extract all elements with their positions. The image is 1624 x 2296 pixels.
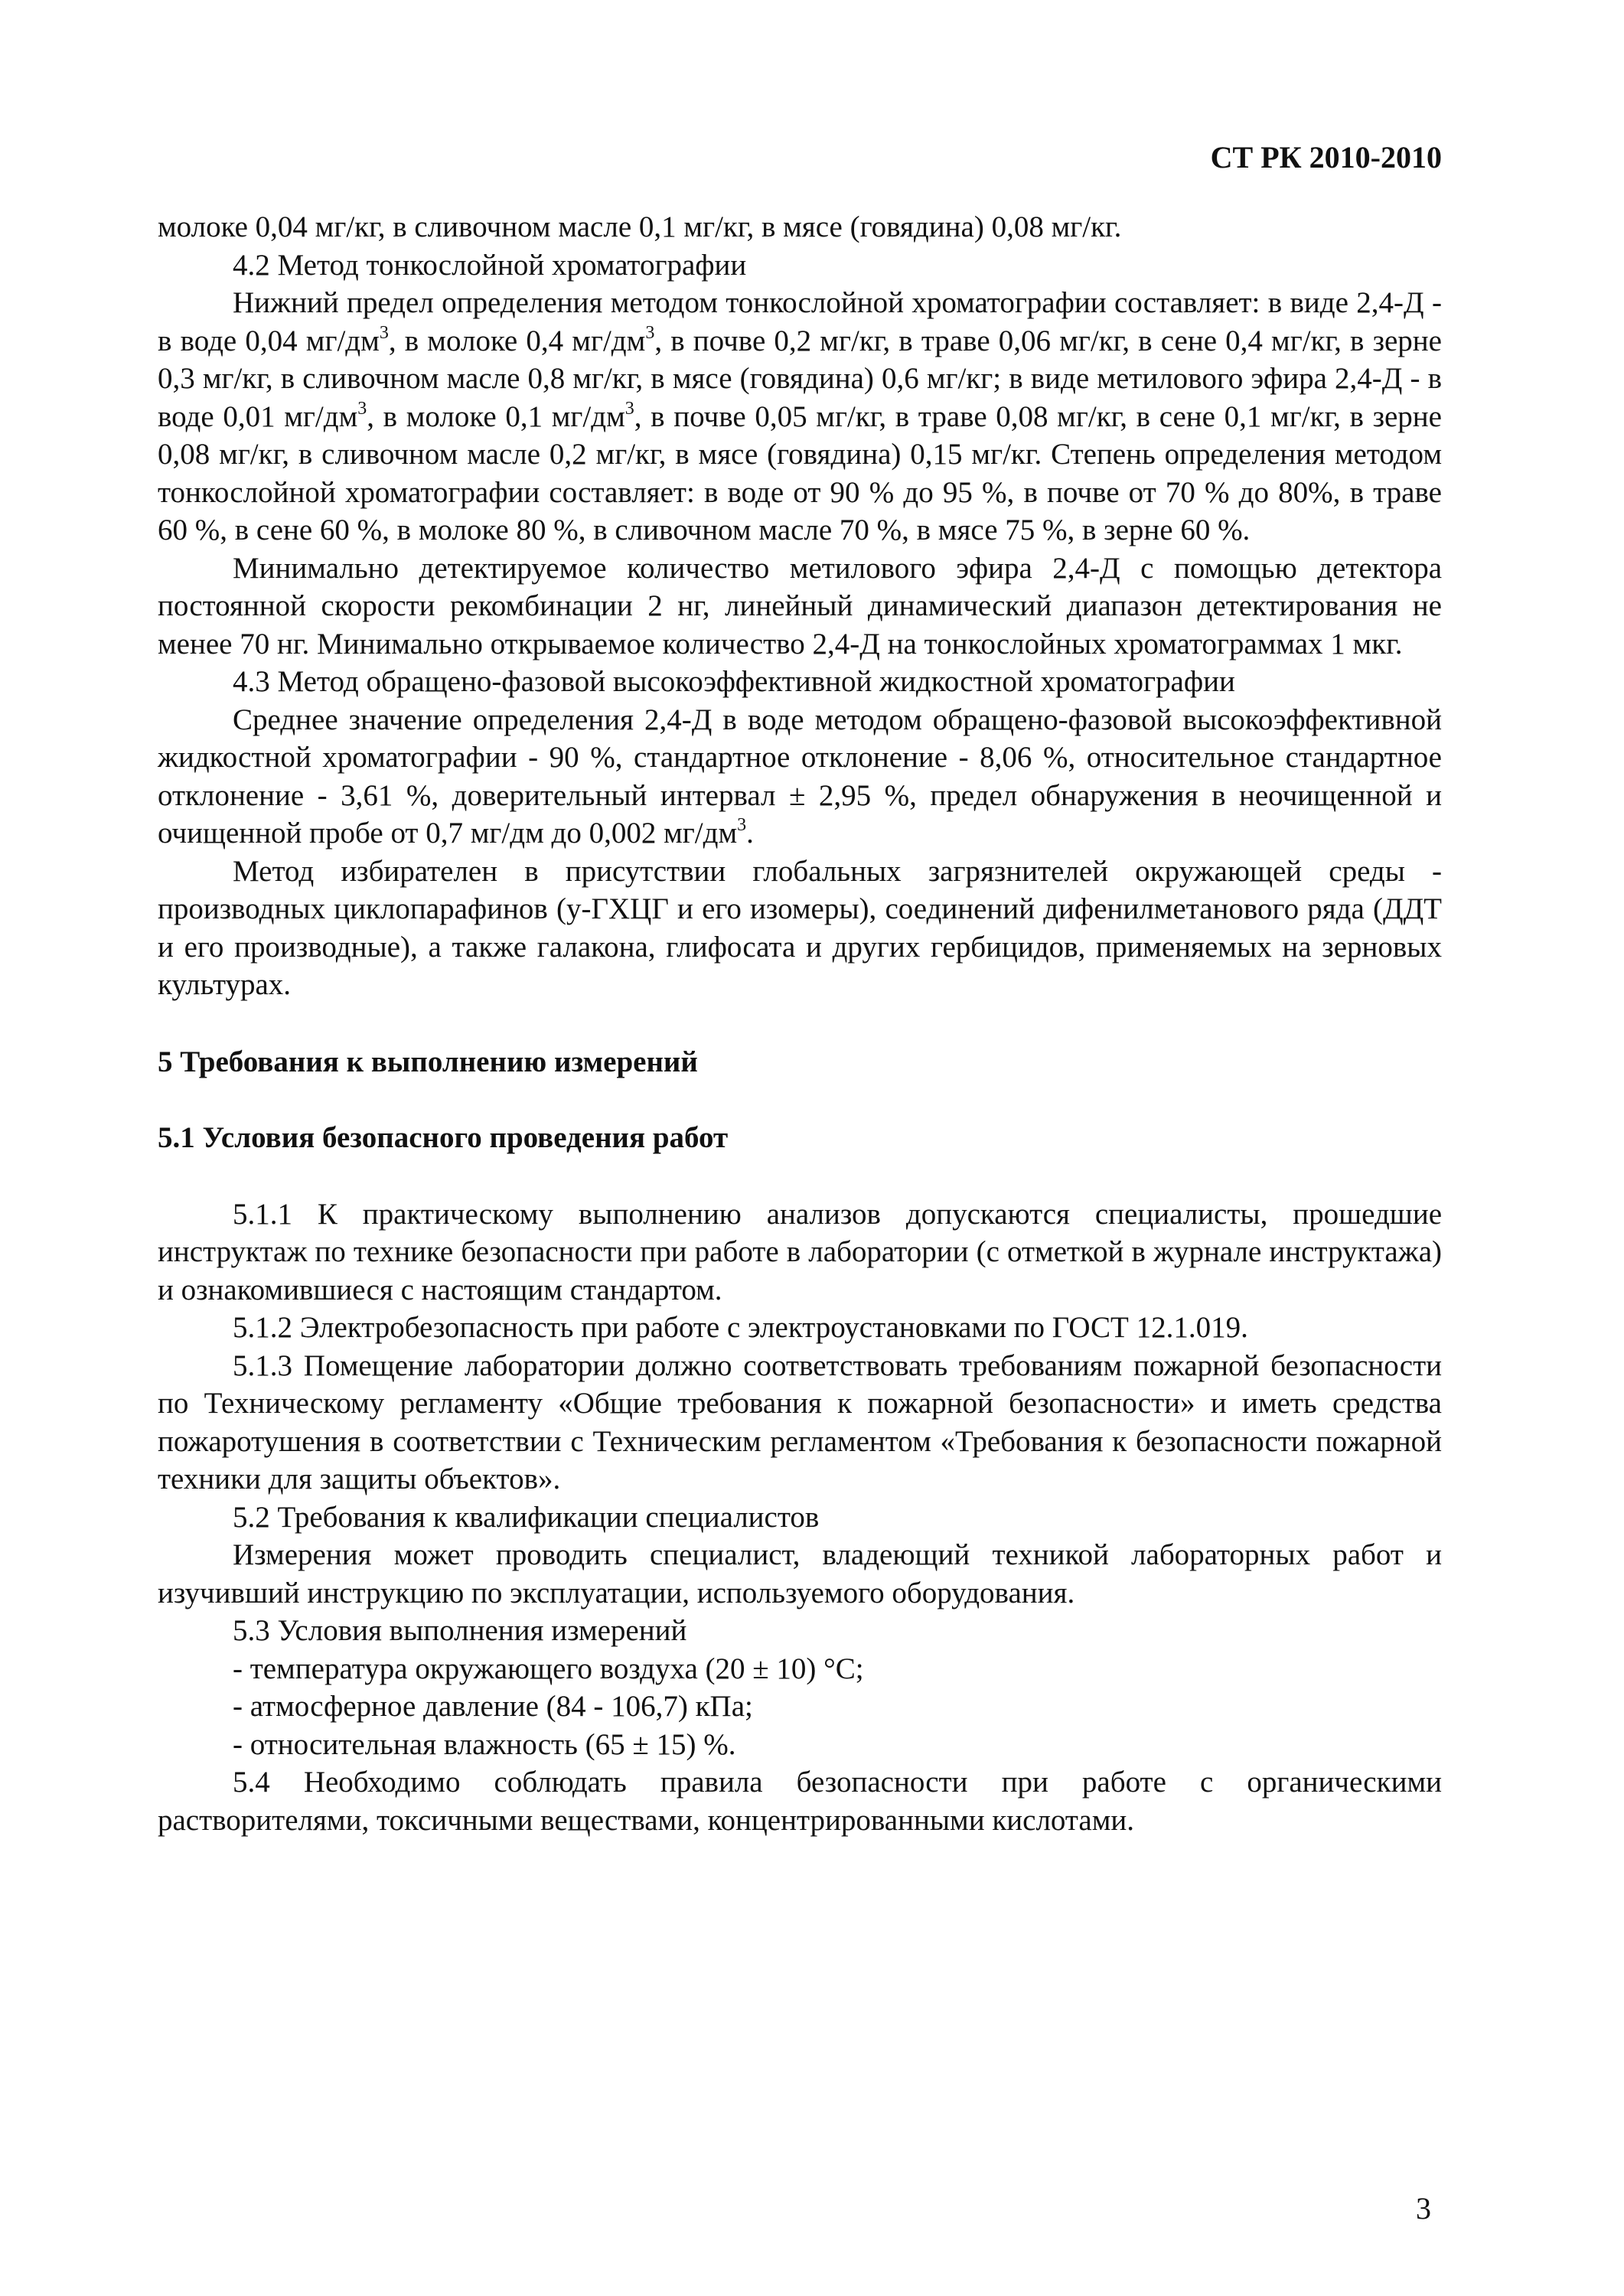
paragraph-5-4: 5.4 Необходимо соблюдать правила безопасности при работе с органическими растворителями, токсичными веществами, концентрированными кислотами. [158,1766,1442,1837]
superscript: 3 [737,815,747,835]
section-heading-5: 5 Требования к выполнению измерений [158,1045,698,1078]
superscript: 3 [624,398,634,419]
paragraph-5-1-1: 5.1.1 К практическому выполнению анализов допускаются специалисты, прошедшие инструктаж по технике безопасности при работе в лаборатории (с отметкой в журнале инструктажа) и ознакомившиеся с настоящим стандартом. [158,1197,1442,1306]
paragraph-hplc-mean-value: Среднее значение определения 2,4-Д в воде методом обращено-фазовой высокоэффективной жидкостной хроматографии - 90 %, стандартное отклонение - 8,06 %, относительное стандартное отклонение - 3,61 %, доверительный интервал ± 2,95 %, предел обнаружения в неочищенной и очищенной пробе от 0,7 мг/дм до 0,002 $мг/дм^3$. [158,703,1442,850]
subsection-title-5-2: 5.2 Требования к квалификации специалистов [233,1500,820,1534]
page-number: 3 [1416,2191,1431,2226]
paragraph-detection-limit-tlc: Нижний предел определения методом тонкослойной хроматографии составляет: в виде 2,4-Д - в воде 0,04 $мг/дм^3$, в молоке 0,4 $мг/дм^3$, в почве 0,2 мг/кг, в траве 0,06 мг/кг, в сене 0,4 мг/кг, в зерне 0,3 мг/кг, в сливочном масле 0,8 мг/кг, в мясе (говядина) 0,6 мг/кг; в виде метилового эфира 2,4-Д - в воде 0,01 $мг/дм^3$, в молоке 0,1 $мг/дм^3$, в почве 0,05 мг/кг, в траве 0,08 мг/кг, в сене 0,1 мг/кг, в зерне 0,08 мг/кг, в сливочном масле 0,2 мг/кг, в мясе (говядина) 0,15 мг/кг. Степень определения методом тонкослойной хроматографии составляет: в воде от 90 % до 95 %, в почве от 70 % до 80%, в траве 60 %, в сене 60 %, в молоке 80 %, в сливочном масле 70 %, в мясе 75 %, в зерне 60 %. [158,286,1442,546]
subsection-title-4-3: 4.3 Метод обращено-фазовой высокоэффективной жидкостной хроматографии [233,665,1235,698]
paragraph-method-selectivity: Метод избирателен в присутствии глобальных загрязнителей окружающей среды - производных циклопарафинов (у-ГХЦГ и его изомеры), соединений дифенилметанового ряда (ДДТ и его производные), а также галакона, глифосата и других гербицидов, применяемых на зерновых культурах. [158,854,1442,1001]
list-item-pressure: - атмосферное давление (84 - 106,7) кПа; [233,1690,753,1723]
superscript: 3 [379,322,389,343]
list-item-humidity: - относительная влажность (65 ± 15) %. [233,1727,736,1761]
paragraph-5-1-3: 5.1.3 Помещение лаборатории должно соответствовать требованиям пожарной безопасности по Техническому регламенту «Общие требования к пожарной безопасности» и иметь средства пожаротушения в соответствии с Техническим регламентом «Требования к безопасности пожарной техники для защиты объектов». [158,1349,1442,1495]
subsection-title-5-3: 5.3 Условия выполнения измерений [233,1614,687,1647]
document-body [158,208,1442,1839]
paragraph-qualification: Измерения может проводить специалист, владеющий техникой лабораторных работ и изучивший инструкцию по эксплуатации, используемого оборудования. [158,1538,1442,1609]
superscript: 3 [357,398,367,419]
subsection-title-4-2: 4.2 Метод тонкослойной хроматографии [233,248,747,282]
document-code: СТ РК 2010-2010 [1210,140,1442,174]
paragraph-continuation: молоке 0,04 мг/кг, в сливочном масле 0,1 мг/кг, в мясе (говядина) 0,08 мг/кг. [158,210,1122,243]
paragraph-5-1-2: 5.1.2 Электробезопасность при работе с электроустановками по ГОСТ 12.1.019. [233,1311,1248,1344]
list-item-temperature: - температура окружающего воздуха (20 ± 10) °С; [233,1652,864,1685]
section-heading-5-1: 5.1 Условия безопасного проведения работ [158,1121,729,1154]
superscript: 3 [645,322,655,343]
paragraph-minimum-detectable: Минимально детектируемое количество метилового эфира 2,4-Д с помощью детектора постоянной скорости рекомбинации 2 нг, линейный динамический диапазон детектирования не менее 70 нг. Минимально открываемое количество 2,4-Д на тонкослойных хроматограммах 1 мкг. [158,551,1442,660]
